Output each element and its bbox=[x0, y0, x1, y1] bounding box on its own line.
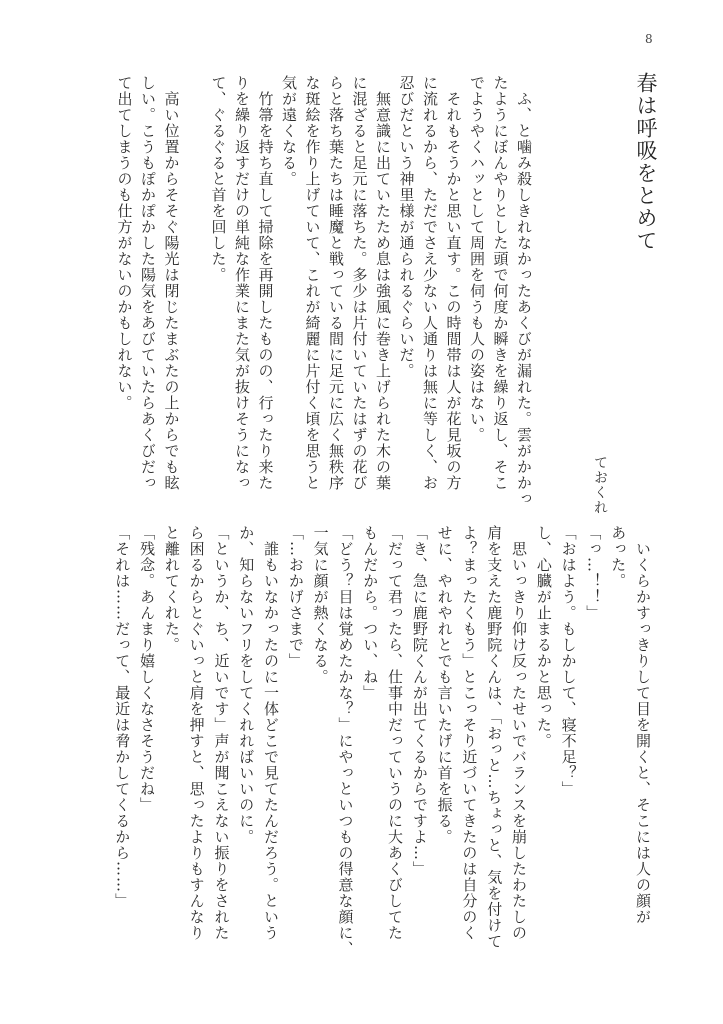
text-column: 思いっきり仰け反ったせいでバランスを崩したわたしの bbox=[510, 525, 529, 941]
story-title: 春は呼吸をとめて bbox=[634, 72, 658, 252]
text-column: たようにぼんやりとした頭で何度か瞬きを繰り返し、そこ bbox=[491, 75, 510, 491]
text-column: 肩を支えた鹿野院くんは、「おっと…ちょっと、気を付けて bbox=[485, 525, 504, 950]
text-column: 「き、急に鹿野院くんが出てくるからですよ…」 bbox=[410, 525, 429, 877]
text-column: 気が遠くなる。 bbox=[280, 75, 298, 187]
text-column: しい。こうもぽかぽかした陽気をあびていたらあくびだっ bbox=[139, 75, 157, 491]
text-column: て出てしまうのも仕方がないのかもしれない。 bbox=[115, 75, 134, 411]
text-column: 「だって君ったら、仕事中だっていうのに大あくびしてた bbox=[386, 525, 405, 941]
text-column: あった。 bbox=[609, 525, 628, 589]
text-column: ふ、と噛み殺しきれなかったあくびが漏れた。雲がかかっ bbox=[515, 75, 533, 507]
text-column: でようやくハッとして周囲を伺うも人の姿はない。 bbox=[468, 75, 486, 443]
text-column: 「それは……だって、最近は脅かしてくるから……」 bbox=[113, 525, 132, 909]
text-column: 誰もいなかったのに一体どこで見てたんだろう。という bbox=[262, 525, 281, 941]
text-column: 高い位置からそそぐ陽光は閉じたまぶたの上からでも眩 bbox=[162, 75, 181, 491]
text-column: 竹箒を持ち直して掃除を再開したものの、行ったり来た bbox=[256, 75, 275, 491]
lower-text-block bbox=[109, 525, 655, 957]
text-column: いくらかすっきりして目を開くと、そこには人の顔が bbox=[634, 525, 652, 925]
text-column: 「…おかげさまで」 bbox=[286, 525, 305, 669]
text-column: 無意識に出ていたため息は強風に巻き上げられた木の葉 bbox=[374, 75, 392, 491]
text-column: に流れるから、ただでさえ少ない人通りは無に等しく、お bbox=[421, 75, 439, 491]
text-column: て、ぐるぐると首を回した。 bbox=[209, 75, 228, 283]
text-column: 「どう？目は覚めたかな？」にやっといつもの得意な顔に、 bbox=[336, 525, 355, 957]
text-column: よ？まったくもう」とこっそり近づいてきたのは自分のく bbox=[460, 525, 479, 941]
text-column: し、心臓が止まるかと思った。 bbox=[534, 525, 553, 749]
text-column: ら困るからとぐいっと肩を押すと、思ったよりもすんなり bbox=[187, 525, 206, 941]
author-name: ておくれ bbox=[592, 455, 608, 515]
text-column: 「というか、ち、近いです」声が聞こえない振りをされた bbox=[212, 525, 231, 941]
text-column: と離れてくれた。 bbox=[162, 525, 181, 653]
text-column: りを繰り返すだけの単純な作業にまた気が抜けそうになっ bbox=[233, 75, 251, 491]
text-column: に混ざると足元に落ちた。多少は片付いていたはずの花び bbox=[350, 75, 369, 491]
text-column bbox=[183, 75, 207, 507]
text-column: か、知らないフリをしてくれればいいのに。 bbox=[237, 525, 256, 845]
text-column: 忍びだという神里様が通られるぐらいだ。 bbox=[397, 75, 416, 379]
text-column: もんだから。つい、ね」 bbox=[361, 525, 380, 701]
text-column: 「っ…！！」 bbox=[584, 525, 603, 621]
upper-text-block bbox=[112, 75, 535, 507]
text-column: 「残念。あんまり嬉しくなさそうだね」 bbox=[138, 525, 157, 813]
text-column: 「おはよう。もしかして、寝不足？」 bbox=[559, 525, 578, 797]
text-column: らと落ち葉たちは睡魔と戦っている間に足元に広く無秩序 bbox=[327, 75, 345, 491]
text-column: な斑絵を作り上げていて、これが綺麗に片付く頃を思うと bbox=[303, 75, 322, 491]
page-number: 8 bbox=[645, 32, 653, 46]
text-column: せに、やれやれとでも言いたげに首を振る。 bbox=[435, 525, 454, 845]
text-column: それもそうかと思い直す。この時間帯は人が花見坂の方 bbox=[444, 75, 463, 491]
text-column: 一気に顔が熱くなる。 bbox=[311, 525, 330, 685]
